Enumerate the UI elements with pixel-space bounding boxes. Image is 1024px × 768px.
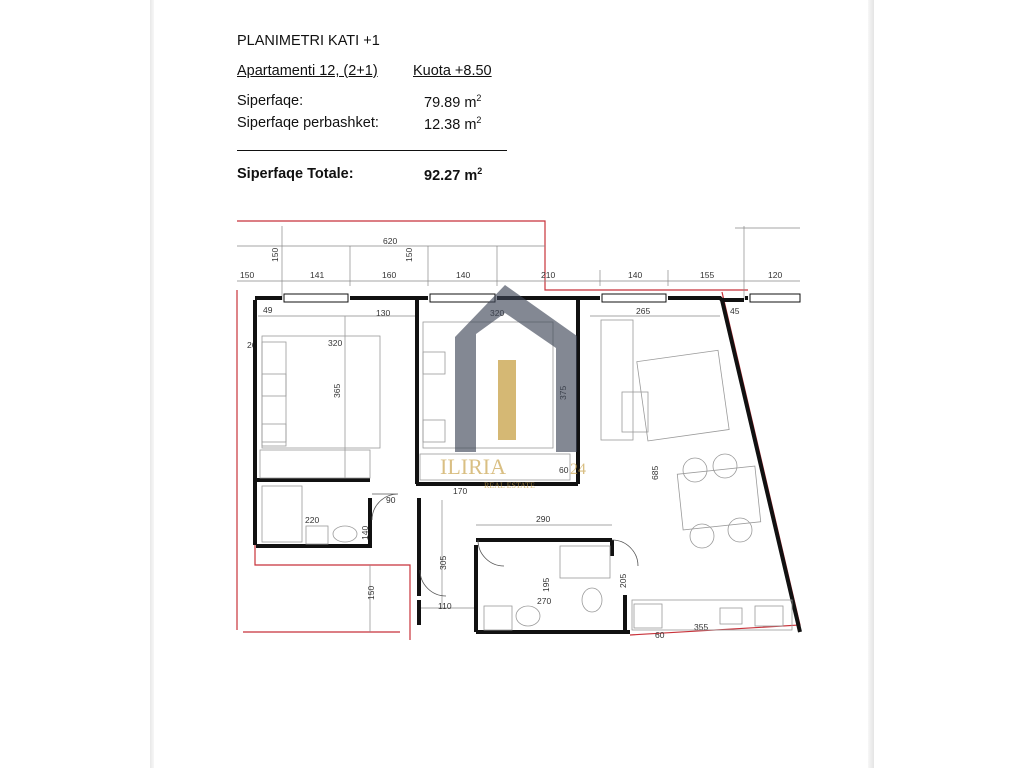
dim-150-vertical-b: 150 (404, 247, 414, 262)
dim-290: 290 (536, 514, 551, 524)
sofa (601, 320, 633, 440)
kuota-label: Kuota +8.50 (413, 63, 492, 79)
shared-area-value: 12.38 $m^2$ (424, 115, 482, 133)
window-bed1 (284, 294, 348, 302)
dim-195: 195 (541, 577, 551, 592)
dim-120: 120 (768, 270, 783, 280)
bed-1 (262, 336, 380, 448)
dim-150-vertical-a: 150 (270, 247, 280, 262)
furniture (260, 316, 792, 630)
dim-130: 130 (376, 308, 391, 318)
dim-top-total: 620 (383, 236, 398, 246)
dim-220: 220 (305, 515, 320, 525)
window-balcony (750, 294, 800, 302)
dim-305: 305 (438, 555, 448, 570)
wardrobe-1 (260, 450, 370, 478)
dim-60: 60 (559, 465, 569, 475)
dining-table (677, 466, 760, 530)
bathroom-1-tub (262, 486, 302, 542)
dim-265: 265 (636, 306, 651, 316)
dim-155: 155 (700, 270, 715, 280)
watermark-tagline: REAL ESTATE (484, 481, 535, 490)
plan-title: PLANIMETRI KATI +1 (237, 33, 380, 49)
dim-45: 45 (730, 306, 740, 316)
dim-170: 170 (453, 486, 468, 496)
area-label: Siperfaqe: (237, 93, 304, 109)
area-value: 79.89 $m^2$ (424, 93, 482, 111)
dim-150: 150 (240, 270, 255, 280)
window-bed2 (430, 294, 495, 302)
dim-150-lower: 150 (366, 585, 376, 600)
door-swings (372, 494, 638, 596)
dim-90: 90 (386, 495, 396, 505)
dim-141: 141 (310, 270, 325, 280)
kitchen-counter (632, 600, 792, 630)
armchair (637, 350, 729, 441)
dim-210: 210 (541, 270, 556, 280)
dim-49: 49 (263, 305, 273, 315)
property-boundary (237, 221, 800, 640)
dim-160: 160 (382, 270, 397, 280)
apartment-label: Apartamenti 12, (2+1) (237, 63, 378, 79)
dimension-lines (237, 226, 800, 632)
dim-205: 205 (618, 573, 628, 588)
dim-355: 355 (694, 622, 709, 632)
dim-60-kitchen: 60 (655, 630, 665, 640)
dim-365: 365 (332, 383, 342, 398)
walls (255, 298, 800, 632)
dim-320-bed1: 320 (328, 338, 343, 348)
watermark-brand: ILIRIA (440, 454, 506, 479)
dim-685: 685 (650, 465, 660, 480)
shared-area-label: Siperfaqe perbashket: (237, 115, 379, 131)
dim-140b: 140 (628, 270, 643, 280)
total-area-value: 92.27 $m^2$ (424, 166, 483, 184)
window-living (602, 294, 666, 302)
dim-140a: 140 (456, 270, 471, 280)
dim-110: 110 (438, 601, 452, 611)
dim-140: 140 (360, 525, 370, 540)
bed-1-pillows (262, 342, 286, 442)
bed-2 (423, 322, 553, 448)
dim-26: 26 (247, 340, 257, 350)
total-area-label: Siperfaqe Totale: (237, 166, 354, 182)
watermark-logo (440, 285, 586, 490)
dim-270: 270 (537, 596, 552, 606)
watermark-number: 24 (570, 461, 586, 478)
